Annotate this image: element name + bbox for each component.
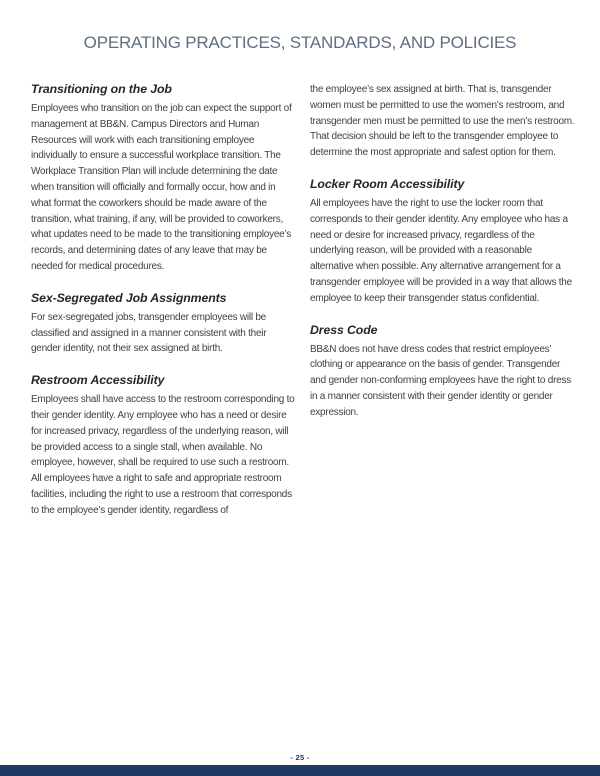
section-heading: Dress Code — [310, 322, 378, 337]
section-body: BB&N does not have dress codes that restrict employees’ clothing or appearance on the basis of gender. Transgender and gender non-conforming employees have the right to dress in a manner consistent with their gender identity or gender expression. — [310, 343, 571, 418]
left-column — [31, 82, 297, 535]
section-dress-code — [310, 323, 576, 421]
page-title: OPERATING PRACTICES, STANDARDS, AND POLICIES — [83, 33, 517, 52]
section-restroom-accessibility-continued — [310, 82, 576, 161]
right-column — [310, 82, 576, 535]
section-transitioning-on-the-job — [31, 82, 297, 275]
section-heading: Locker Room Accessibility — [310, 176, 465, 191]
section-body: All employees have the right to use the locker room that corresponds to their gender identity. Any employee who has a need or desire for increased privacy, regardless of the underlying reason, will be provided with a reasonable alternative when possible. Any alternative arrangement for a transgender employee will be provided in a way that allows the employee to keep their transgender status confidential. — [310, 197, 572, 304]
section-heading: Restroom Accessibility — [31, 373, 165, 388]
section-sex-segregated-job-assignments — [31, 291, 297, 357]
two-column-layout — [31, 82, 576, 535]
section-locker-room-accessibility — [310, 177, 576, 307]
section-body: Employees who transition on the job can expect the support of management at BB&N. Campus Directors and Human Resources will work with each transitioning employee individually to ensure a successful workplace transition. The Workplace Transition Plan will include determining the date when transition will officially and formally occur, how and in what format the coworkers should be made aware of the transition, what training, if any, will be provided to coworkers, what updates need to be made to the transitioning employee’s records, and determining dates of any leave that may be needed for medical procedures. — [31, 103, 292, 272]
footer-bar — [0, 765, 600, 776]
section-body: the employee’s sex assigned at birth. That is, transgender women must be permitted to use the women’s restroom, and transgender men must be permitted to use the men’s restroom. That decision should be left to the transgender employee to determine the most appropriate and safest option for them. — [310, 84, 575, 159]
section-heading: Transitioning on the Job — [31, 82, 172, 96]
section-heading: Sex-Segregated Job Assignments — [31, 290, 227, 305]
section-body: For sex-segregated jobs, transgender employees will be classified and assigned in a manner consistent with their gender identity, not their sex assigned at birth. — [31, 311, 267, 355]
page-number: - 25 - — [290, 753, 310, 762]
section-restroom-accessibility — [31, 373, 297, 518]
section-body: Employees shall have access to the restroom corresponding to their gender identity. Any employee who has a need or desire for increased privacy, regardless of the underlying reason, will be provided access to a single stall, when available. No employee, however, shall be required to use such a restroom. All employees have a right to safe and appropriate restroom facilities, including the right to use a restroom that corresponds to the employee’s gender identity, regardless of — [31, 394, 295, 516]
